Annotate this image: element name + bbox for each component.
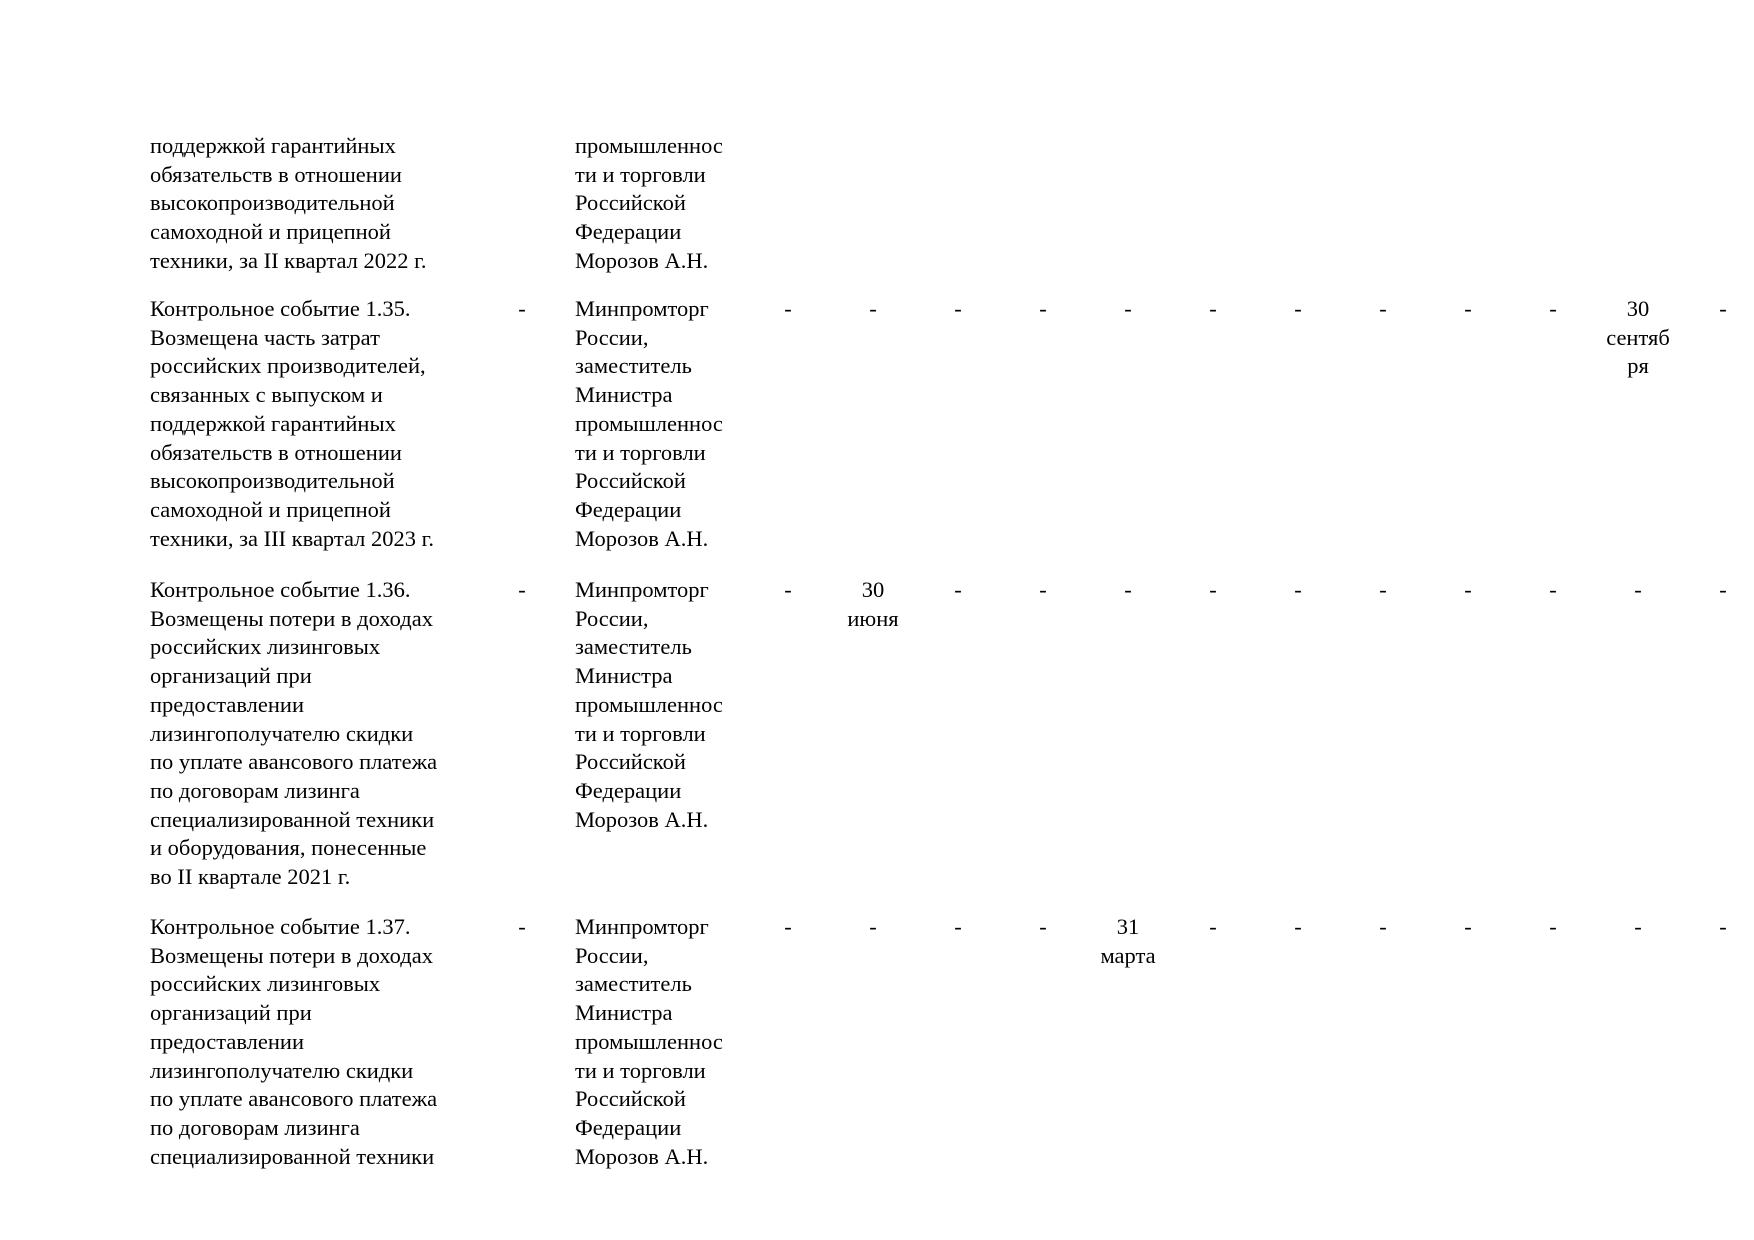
responsible-line: промышленнос <box>575 691 723 717</box>
responsible-line: Минпромторг <box>575 296 709 321</box>
date-cell: 30 июня <box>847 577 899 631</box>
dash-cell: - <box>784 914 792 939</box>
dash-cell: - <box>954 914 962 939</box>
description-line: самоходной и прицепной <box>150 219 391 245</box>
description-line: организаций при <box>150 663 312 689</box>
dash-cell: - <box>954 296 962 321</box>
responsible-line: Морозов А.Н. <box>575 806 709 832</box>
responsible-executor <box>575 295 723 553</box>
dash-cell: - <box>1039 296 1047 321</box>
description-line: по уплате авансового платежа <box>150 749 438 775</box>
responsible-line: Минпромторг <box>575 914 709 939</box>
responsible-line: Федерации <box>575 777 682 803</box>
dash-cell: - <box>1549 296 1557 321</box>
responsible-executor <box>575 576 723 834</box>
dash-cell: - <box>1294 914 1302 939</box>
responsible-line: Морозов А.Н. <box>575 1143 709 1169</box>
dash-cell: - <box>1294 296 1302 321</box>
description-line: специализированной техники <box>150 1143 435 1169</box>
responsible-line: заместитель <box>575 353 692 379</box>
dash-cell: - <box>518 914 526 939</box>
description-line: высокопроизводительной <box>150 468 395 494</box>
responsible-line: Министра <box>575 382 673 408</box>
responsible-line: ти и торговли <box>575 161 706 187</box>
description-line: предоставлении <box>150 691 304 717</box>
responsible-line: Министра <box>575 1000 673 1026</box>
dash-cell: - <box>1634 914 1642 939</box>
description-line: лизингополучателю скидки <box>150 720 414 746</box>
description-line: во II квартале 2021 г. <box>150 864 351 890</box>
responsible-line: России, <box>575 605 649 631</box>
dash-cell: - <box>1039 914 1047 939</box>
event-description <box>150 132 426 276</box>
event-description <box>150 576 437 892</box>
dash-cell: - <box>1719 296 1727 321</box>
responsible-line: Минпромторг <box>575 577 709 602</box>
responsible-line: Российской <box>575 468 686 494</box>
dash-cell: - <box>1719 914 1727 939</box>
description-line: техники, за II квартал 2022 г. <box>150 247 427 273</box>
dash-cell: - <box>1379 577 1387 602</box>
dash-cell: - <box>1039 577 1047 602</box>
description-line: связанных с выпуском и <box>150 382 383 408</box>
description-line: предоставлении <box>150 1028 304 1054</box>
responsible-line: Морозов А.Н. <box>575 525 709 551</box>
responsible-line: Федерации <box>575 1114 682 1140</box>
dash-cell: - <box>784 577 792 602</box>
description-line: поддержкой гарантийных <box>150 133 396 158</box>
dash-cell: - <box>1549 577 1557 602</box>
responsible-line: Российской <box>575 190 686 216</box>
description-line: Возмещены потери в доходах <box>150 942 433 968</box>
description-line: Возмещены потери в доходах <box>150 605 433 631</box>
dash-cell: - <box>1124 296 1132 321</box>
dash-cell: - <box>1464 914 1472 939</box>
dash-cell: - <box>1379 914 1387 939</box>
dash-cell: - <box>1719 577 1727 602</box>
event-description <box>150 295 434 553</box>
dash-cell: - <box>1294 577 1302 602</box>
dash-cell: - <box>1464 577 1472 602</box>
description-line: поддержкой гарантийных <box>150 410 396 436</box>
dash-cell: - <box>1209 296 1217 321</box>
responsible-line: промышленнос <box>575 1028 723 1054</box>
responsible-line: Российской <box>575 1086 686 1112</box>
responsible-line: Министра <box>575 663 673 689</box>
responsible-line: промышленнос <box>575 133 723 158</box>
date-cell: 30 сентяб ря <box>1606 296 1670 379</box>
description-line: обязательств в отношении <box>150 439 402 465</box>
responsible-executor <box>575 132 723 276</box>
description-line: специализированной техники <box>150 806 435 832</box>
dash-cell: - <box>784 296 792 321</box>
dash-cell: - <box>1464 296 1472 321</box>
responsible-line: России, <box>575 324 649 350</box>
description-line: обязательств в отношении <box>150 161 402 187</box>
responsible-line: ти и торговли <box>575 439 706 465</box>
responsible-line: ти и торговли <box>575 720 706 746</box>
responsible-line: заместитель <box>575 971 692 997</box>
dash-cell: - <box>1124 577 1132 602</box>
description-line: самоходной и прицепной <box>150 496 391 522</box>
responsible-line: Российской <box>575 749 686 775</box>
description-line: высокопроизводительной <box>150 190 395 216</box>
description-line: Возмещена часть затрат <box>150 324 380 350</box>
dash-cell: - <box>1209 577 1217 602</box>
dash-cell: - <box>1549 914 1557 939</box>
responsible-line: заместитель <box>575 634 692 660</box>
dash-cell: - <box>869 296 877 321</box>
responsible-line: ти и торговли <box>575 1057 706 1083</box>
dash-cell: - <box>518 577 526 602</box>
responsible-executor <box>575 913 723 1171</box>
dash-cell: - <box>1634 577 1642 602</box>
description-line: и оборудования, понесенные <box>150 835 427 861</box>
description-line: российских лизинговых <box>150 971 381 997</box>
description-line: техники, за III квартал 2023 г. <box>150 525 434 551</box>
responsible-line: промышленнос <box>575 410 723 436</box>
responsible-line: России, <box>575 942 649 968</box>
description-line: по договорам лизинга <box>150 777 360 803</box>
responsible-line: Федерации <box>575 219 682 245</box>
event-description <box>150 913 437 1171</box>
description-line: российских лизинговых <box>150 634 381 660</box>
responsible-line: Морозов А.Н. <box>575 247 709 273</box>
dash-cell: - <box>869 914 877 939</box>
description-line: лизингополучателю скидки <box>150 1057 414 1083</box>
dash-cell: - <box>954 577 962 602</box>
description-line: Контрольное событие 1.36. <box>150 577 411 602</box>
dash-cell: - <box>518 296 526 321</box>
description-line: по уплате авансового платежа <box>150 1086 438 1112</box>
date-cell: 31 марта <box>1100 914 1156 968</box>
description-line: организаций при <box>150 1000 312 1026</box>
description-line: по договорам лизинга <box>150 1114 360 1140</box>
description-line: Контрольное событие 1.35. <box>150 296 411 321</box>
responsible-line: Федерации <box>575 496 682 522</box>
dash-cell: - <box>1379 296 1387 321</box>
dash-cell: - <box>1209 914 1217 939</box>
description-line: Контрольное событие 1.37. <box>150 914 411 939</box>
description-line: российских производителей, <box>150 353 426 379</box>
